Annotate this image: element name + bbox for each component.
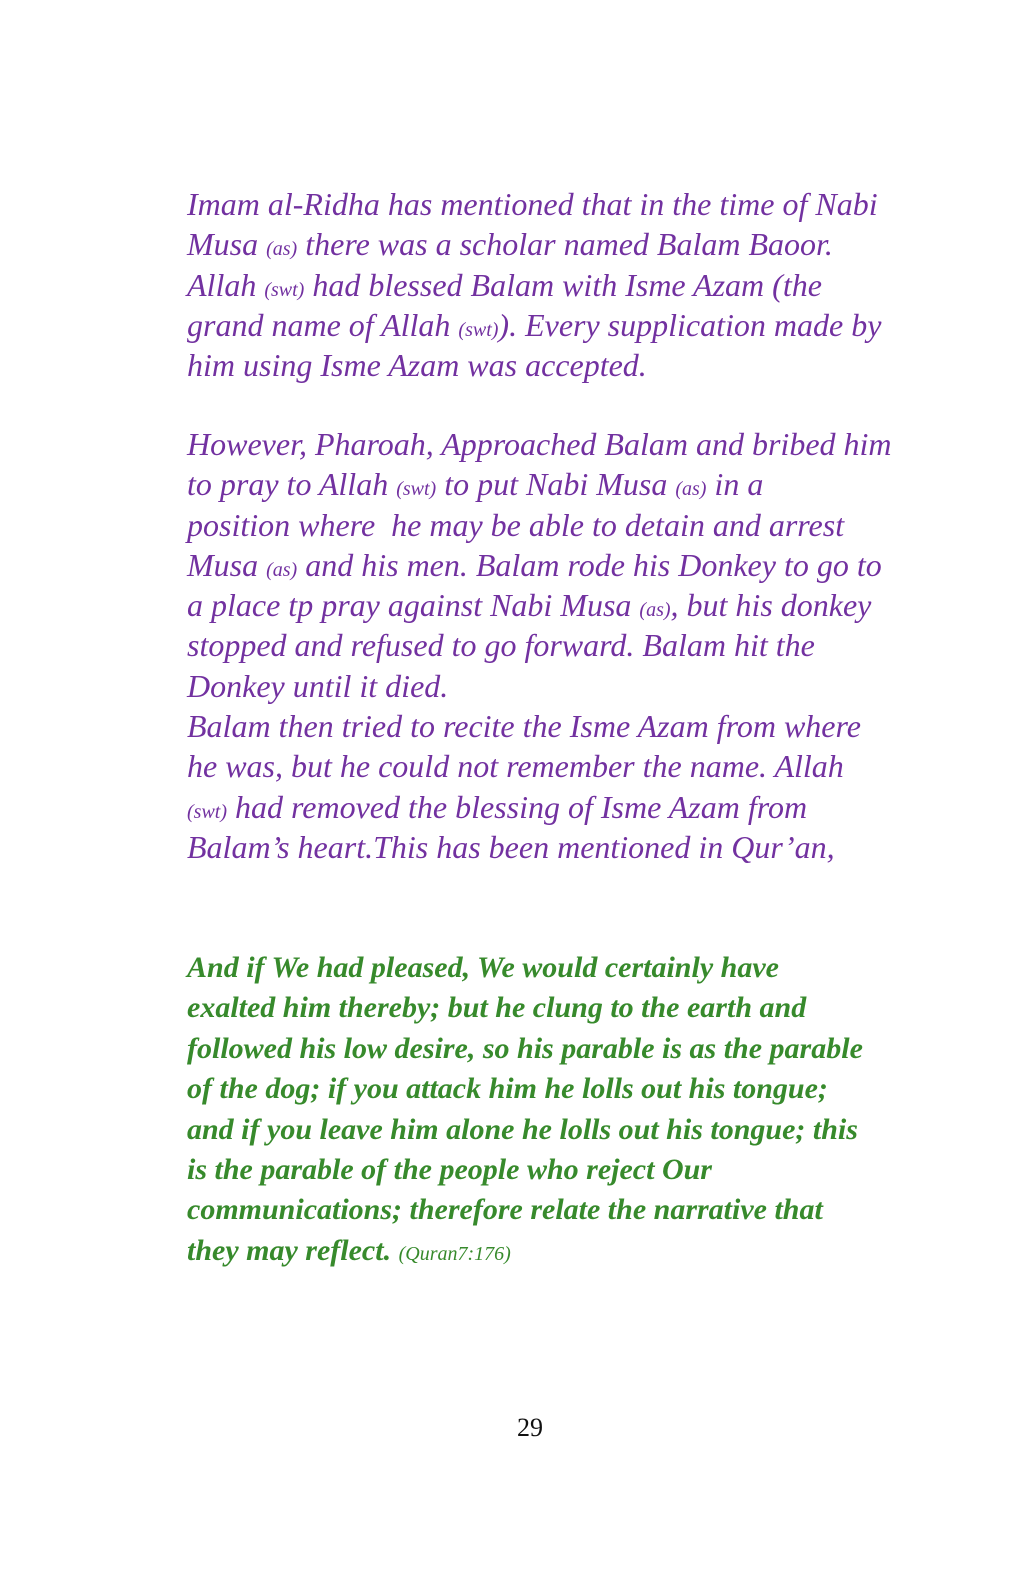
text-line <box>187 585 892 625</box>
text-line <box>187 746 892 786</box>
text-line <box>187 706 892 746</box>
narrative-paragraph <box>187 424 892 867</box>
text-segment: communications; therefore relate the narrative that <box>187 1193 823 1227</box>
text-line <box>187 787 892 827</box>
honorific-abbreviation: (swt) <box>396 478 437 501</box>
text-segment: followed his low desire, so his parable is as the parable <box>187 1031 863 1065</box>
honorific-abbreviation: (as) <box>266 558 298 581</box>
text-segment: Allah <box>187 266 265 303</box>
text-segment: Balam then tried to recite the Isme Azam from where <box>187 708 861 745</box>
text-line <box>187 1029 863 1069</box>
honorific-abbreviation: (swt) <box>458 318 499 341</box>
text-segment: had blessed Balam with Isme Azam (the <box>304 266 822 303</box>
text-segment: is the parable of the people who reject Our <box>187 1152 712 1186</box>
text-segment: they may reflect. <box>187 1233 399 1267</box>
text-line <box>187 464 892 504</box>
text-segment: him using Isme Azam was accepted. <box>187 347 647 384</box>
text-segment: and his men. Balam rode his Donkey to go to <box>297 546 882 583</box>
text-line <box>187 988 863 1028</box>
text-segment: Imam al-Ridha has mentioned that in the time of Nabi <box>187 186 878 222</box>
text-segment: Musa <box>187 546 267 583</box>
text-segment: there was a scholar named Balam Baoor. <box>297 226 833 263</box>
text-line <box>187 265 881 305</box>
text-line <box>187 625 892 665</box>
text-segment: exalted him thereby; but he clung to the earth and <box>187 991 807 1025</box>
text-segment: had removed the blessing of Isme Azam from <box>227 788 808 825</box>
text-segment: in a <box>706 466 764 503</box>
text-line <box>187 948 863 988</box>
text-segment: However, Pharoah, Approached Balam and bribed him <box>187 426 892 462</box>
text-line <box>187 184 881 224</box>
text-line <box>187 545 892 585</box>
text-segment: , but his donkey <box>670 587 872 624</box>
text-segment: Donkey until it died. <box>187 667 449 704</box>
honorific-abbreviation: (as) <box>675 478 707 501</box>
text-line <box>187 1110 863 1150</box>
text-line <box>187 1190 863 1230</box>
text-segment: he was, but he could not remember the name. Allah <box>187 748 844 785</box>
text-line <box>187 666 892 706</box>
text-segment: And if We had pleased, We would certainly have <box>187 951 779 984</box>
honorific-abbreviation: (as) <box>639 599 671 622</box>
text-line <box>187 827 892 867</box>
text-segment: a place tp pray against Nabi Musa <box>187 587 640 624</box>
text-segment: position where he may be able to detain and arrest <box>187 506 845 543</box>
honorific-abbreviation: (swt) <box>187 800 227 823</box>
text-line <box>187 424 892 464</box>
text-line <box>187 345 881 385</box>
page-number: 29 <box>517 1413 543 1442</box>
text-segment: and if you leave him alone he lolls out his tongue; this <box>187 1112 858 1146</box>
text-segment: ). Every supplication made by <box>498 306 882 343</box>
text-segment: grand name of Allah <box>187 306 459 343</box>
quran-citation: (Quran7:176) <box>398 1242 511 1265</box>
text-segment: to put Nabi Musa <box>436 466 676 503</box>
text-segment: Musa <box>187 226 267 263</box>
honorific-abbreviation: (swt) <box>264 278 305 301</box>
text-segment: stopped and refused to go forward. Balam hit the <box>187 627 815 664</box>
text-line <box>187 224 881 264</box>
text-segment: to pray to Allah <box>187 466 397 503</box>
text-line <box>187 1231 863 1271</box>
quran-quote <box>187 948 863 1271</box>
text-segment: Balam’s heart.This has been mentioned in Qur’an, <box>187 828 835 865</box>
narrative-paragraph <box>187 184 881 385</box>
text-line <box>187 305 881 345</box>
honorific-abbreviation: (as) <box>266 238 298 261</box>
text-segment: of the dog; if you attack him he lolls out his tongue; <box>187 1072 828 1106</box>
text-line <box>187 1069 863 1109</box>
text-line <box>187 505 892 545</box>
text-line <box>187 1150 863 1190</box>
